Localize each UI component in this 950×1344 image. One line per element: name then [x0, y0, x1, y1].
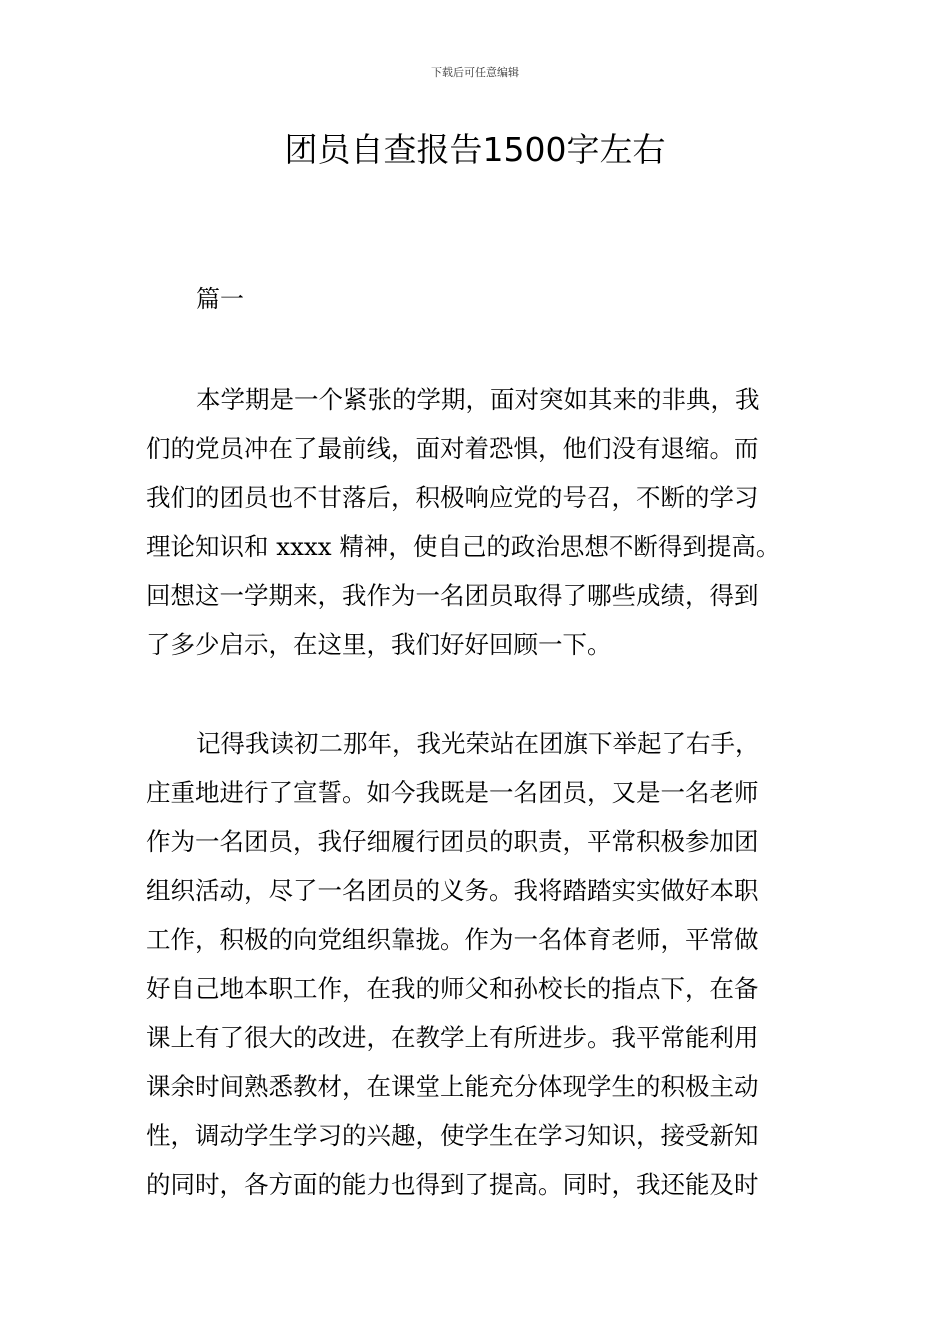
paragraph-line: 好自己地本职工作，在我的师父和孙校长的指点下，在备 [146, 974, 759, 1003]
paragraph-line: 理论知识和 xxxx 精神，使自己的政治思想不断得到提高。 [146, 532, 781, 561]
paragraph-line: 们的党员冲在了最前线，面对着恐惧，他们没有退缩。而 [146, 434, 759, 463]
paragraph-line: 工作，积极的向党组织靠拢。作为一名体育老师，平常做 [146, 925, 759, 954]
paragraph-line: 课余时间熟悉教材，在课堂上能充分体现学生的积极主动 [146, 1072, 759, 1101]
paragraph-line: 庄重地进行了宣誓。如今我既是一名团员，又是一名老师 [146, 778, 759, 807]
paragraph-line: 我们的团员也不甘落后，积极响应党的号召，不断的学习 [146, 483, 759, 512]
paragraph-line: 了多少启示，在这里，我们好好回顾一下。 [146, 630, 612, 659]
paragraph-line: 的同时，各方面的能力也得到了提高。同时，我还能及时 [146, 1170, 759, 1199]
paragraph-line: 作为一名团员，我仔细履行团员的职责，平常积极参加团 [146, 827, 759, 856]
paragraph-line: 课上有了很大的改进，在教学上有所进步。我平常能利用 [146, 1023, 759, 1052]
paragraph-line: 回想这一学期来，我作为一名团员取得了哪些成绩，得到 [146, 581, 759, 610]
document-title: 团员自查报告1500字左右 [284, 130, 666, 169]
paragraph-line: 记得我读初二那年，我光荣站在团旗下举起了右手， [196, 729, 760, 758]
paragraph-line: 性，调动学生学习的兴趣，使学生在学习知识，接受新知 [146, 1121, 759, 1150]
paragraph-line: 组织活动，尽了一名团员的义务。我将踏踏实实做好本职 [146, 876, 759, 905]
paragraph-2 [146, 727, 826, 1217]
section-heading: 篇一 [196, 285, 244, 313]
paragraph-1 [146, 383, 826, 677]
header-watermark: 下载后可任意编辑 [431, 66, 519, 79]
paragraph-line: 本学期是一个紧张的学期，面对突如其来的非典，我 [196, 385, 760, 414]
